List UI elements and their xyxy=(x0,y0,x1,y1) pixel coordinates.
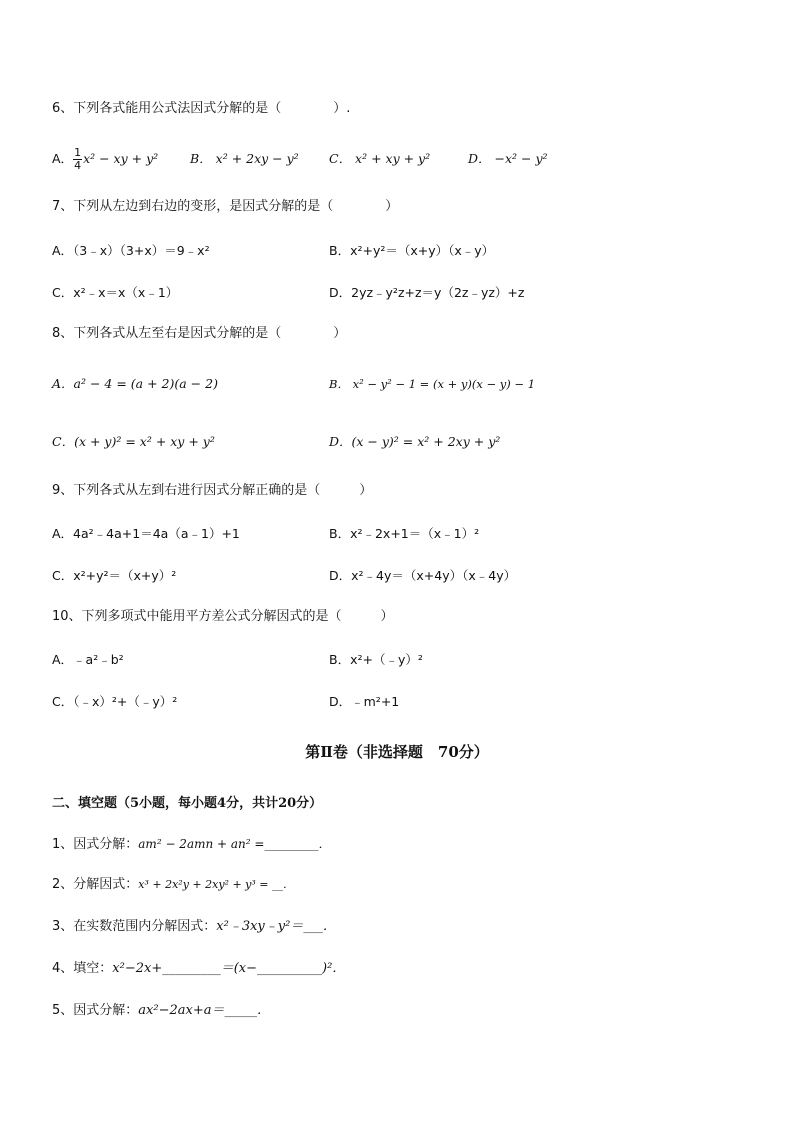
q6-option-b: B． x² + 2xy − y² xyxy=(190,151,299,166)
q8-option-c: C．(x + y)² = x² + xy + y² xyxy=(52,434,215,449)
part-title: 二、填空题（5小题，每小题4分，共计20分） xyxy=(52,796,323,811)
q7-option-c: C．x²﹣x＝x（x﹣1） xyxy=(52,285,179,300)
section-title: 第Ⅱ卷（非选择题 70分） xyxy=(305,743,489,761)
q6-option-a-label: A． xyxy=(52,151,74,166)
q8-stem: 8、下列各式从左至右是因式分解的是（ ） xyxy=(52,326,347,341)
fill-question-expression: x³ + 2x²y + 2xy² + y³ = __． xyxy=(138,878,295,891)
q10-option-a: A．﹣a²﹣b² xyxy=(52,652,124,667)
q6-option-c: C． x² + xy + y² xyxy=(329,151,431,166)
fill-question-label: 2、分解因式： xyxy=(52,877,139,892)
q6-option-d: D． −x² − y² xyxy=(468,151,548,166)
fill-question-label: 1、因式分解： xyxy=(52,837,139,852)
fill-question-5 xyxy=(52,1002,270,1020)
q7-option-a: A．（3﹣x）（3+x）＝9﹣x² xyxy=(52,243,210,258)
fill-question-label: 5、因式分解： xyxy=(52,1003,139,1018)
fill-question-label: 4、填空： xyxy=(52,961,113,976)
q6-option-a-expression: x² − xy + y² xyxy=(83,151,159,166)
q10-option-d: D．﹣m²+1 xyxy=(329,694,400,709)
fill-question-expression: am² − 2amn + an² =_________． xyxy=(138,837,331,851)
fill-question-4 xyxy=(52,960,345,978)
q9-option-c: C．x²+y²＝（x+y）² xyxy=(52,568,177,583)
fill-question-label: 3、在实数范围内分解因式： xyxy=(52,919,217,934)
fraction-numerator: 1 xyxy=(74,146,82,159)
q8-option-b: B． x² − y² − 1 = (x + y)(x − y) − 1 xyxy=(329,377,536,391)
q9-stem: 9、下列各式从左到右进行因式分解正确的是（ ） xyxy=(52,483,373,498)
q10-option-b: B．x²+（﹣y）² xyxy=(329,652,423,667)
fill-question-1 xyxy=(52,835,330,854)
fill-question-expression: x²−2x+_________＝(x−__________)²． xyxy=(112,961,346,976)
q6-stem: 6、下列各式能用公式法因式分解的是（ ）. xyxy=(52,101,351,116)
q7-option-b: B．x²+y²＝（x+y）（x﹣y） xyxy=(329,243,495,258)
q8-option-a: A．a² − 4 = (a + 2)(a − 2) xyxy=(52,376,218,391)
fill-question-2 xyxy=(52,876,294,894)
q9-option-b: B．x²﹣2x+1＝（x﹣1）² xyxy=(329,526,480,541)
q6-option-a xyxy=(52,147,158,172)
fill-question-expression: ax²−2ax+a＝_____． xyxy=(138,1003,270,1018)
q9-option-d: D．x²﹣4y＝（x+4y）（x﹣4y） xyxy=(329,568,517,583)
q7-stem: 7、下列从左边到右边的变形，是因式分解的是（ ） xyxy=(52,199,399,214)
q10-option-c: C．（﹣x）²+（﹣y）² xyxy=(52,694,178,709)
q7-option-d: D．2yz﹣y²z+z＝y（2z﹣yz）+z xyxy=(329,285,525,300)
fill-question-expression: x²﹣3xy﹣y²＝___． xyxy=(216,919,336,934)
q8-option-d: D．(x − y)² = x² + 2xy + y² xyxy=(329,434,501,449)
q10-stem: 10、下列多项式中能用平方差公式分解因式的是（ ） xyxy=(52,609,394,624)
q6-option-a-fraction xyxy=(73,147,82,172)
fill-question-3 xyxy=(52,918,336,936)
q9-option-a: A．4a²﹣4a+1＝4a（a﹣1）+1 xyxy=(52,526,240,541)
fraction-denominator: 4 xyxy=(74,159,82,172)
